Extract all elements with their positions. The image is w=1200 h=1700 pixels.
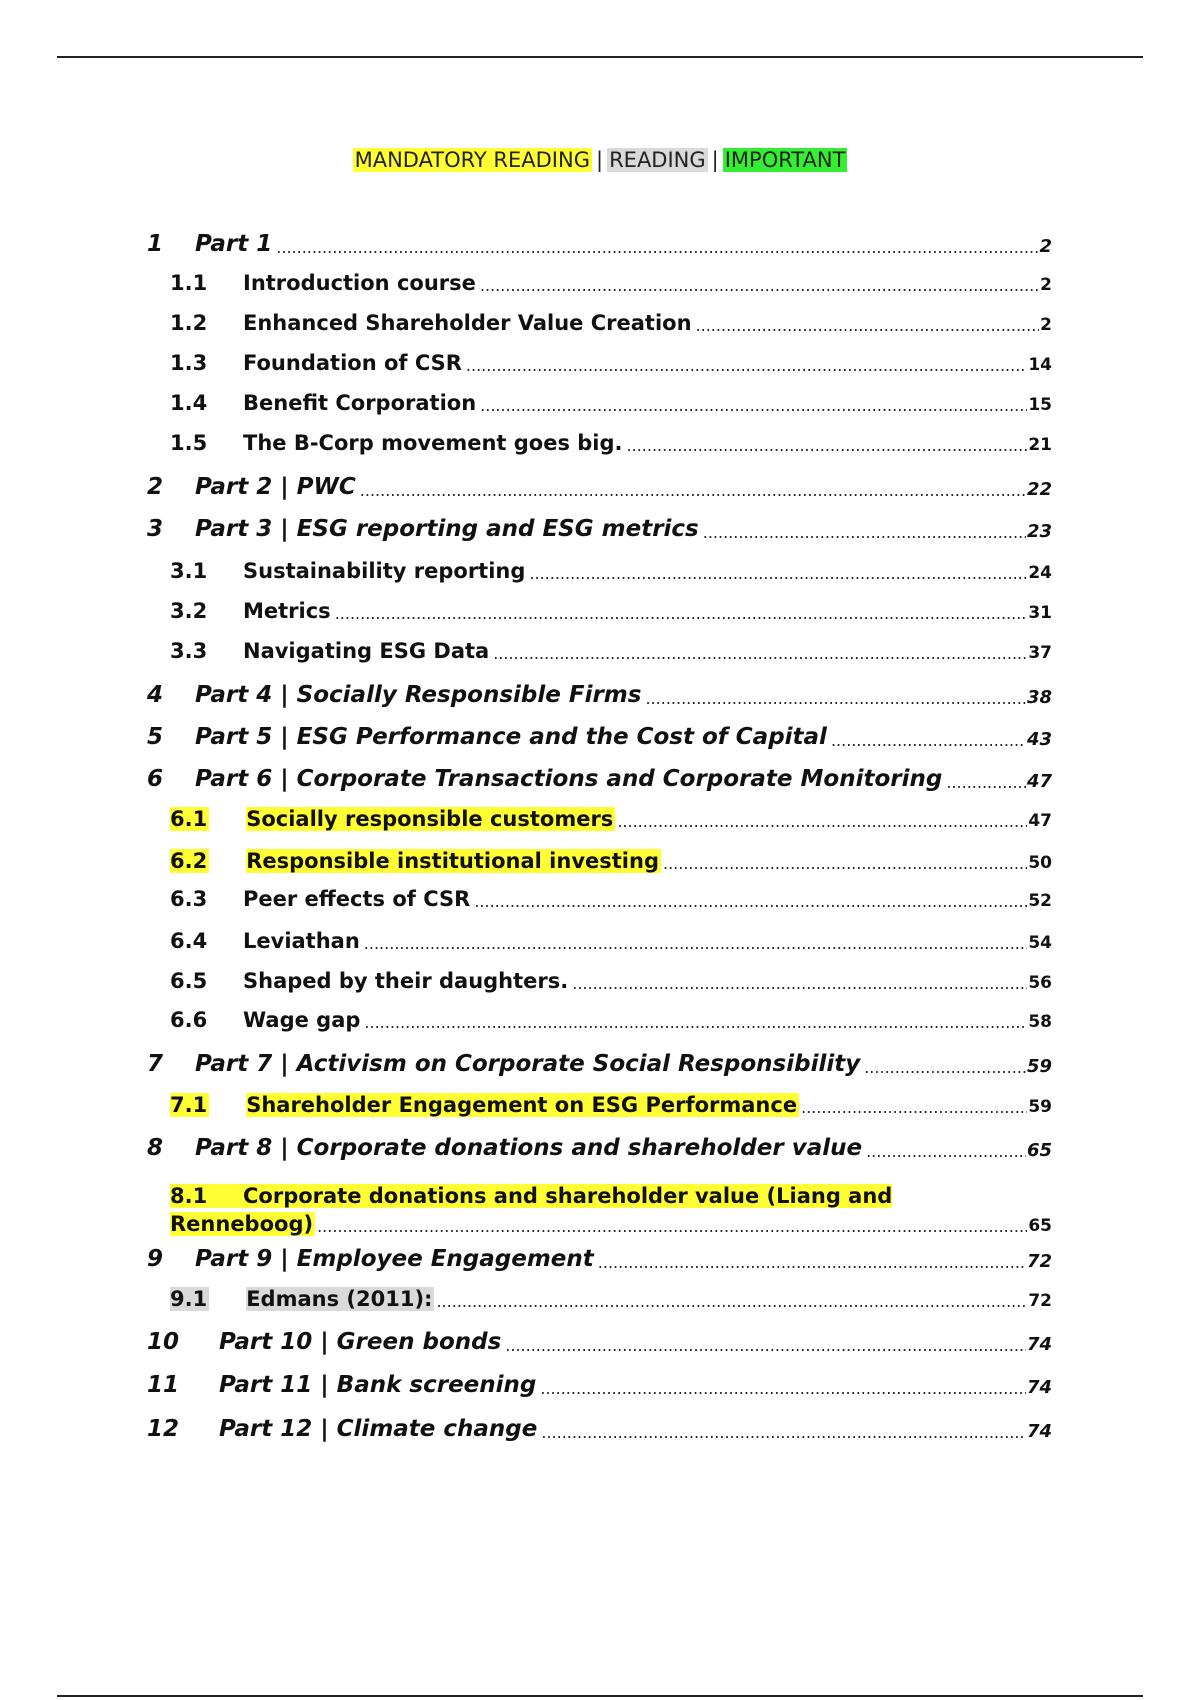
toc-wrapped-first-line <box>170 1184 892 1208</box>
toc-leader-dots <box>466 356 1027 375</box>
toc-number: 7 <box>147 1051 164 1077</box>
toc-page-number: 2 <box>1039 236 1052 257</box>
footer-rule <box>57 1695 1143 1697</box>
toc-title: Part 3 | ESG reporting and ESG metrics <box>195 516 699 542</box>
toc-title: Part 11 | Bank screening <box>219 1372 537 1398</box>
toc-title: Benefit Corporation <box>243 391 477 415</box>
toc-title: Introduction course <box>243 271 476 295</box>
toc-leader-dots <box>317 1217 1027 1236</box>
toc-leader-dots <box>946 773 1026 792</box>
toc-number: 6.3 <box>170 887 208 911</box>
toc-page-number: 54 <box>1028 933 1052 953</box>
toc-page-number: 43 <box>1026 729 1052 750</box>
toc-leader-dots <box>480 276 1039 295</box>
toc-number: 3.1 <box>170 559 208 583</box>
toc-title: Part 8 | Corporate donations and shareholder value <box>195 1135 863 1161</box>
toc-number: 4 <box>147 682 164 708</box>
toc-number: 1.5 <box>170 431 208 455</box>
toc-leader-dots <box>598 1253 1026 1272</box>
toc-leader-dots <box>505 1336 1026 1355</box>
toc-page-number: 22 <box>1026 479 1052 500</box>
toc-page-number: 38 <box>1026 687 1052 708</box>
toc-leader-dots <box>617 812 1027 831</box>
toc-leader-dots <box>864 1058 1026 1077</box>
toc-leader-dots <box>831 731 1026 750</box>
toc-page-number: 52 <box>1028 891 1052 911</box>
legend-separator: | <box>711 148 719 172</box>
toc-number: 1.3 <box>170 351 208 375</box>
toc-leader-dots <box>663 854 1027 873</box>
toc-title: Foundation of CSR <box>243 351 462 375</box>
toc-number: 1.2 <box>170 311 208 335</box>
toc-page-number: 72 <box>1026 1251 1052 1272</box>
toc-leader-dots <box>703 523 1026 542</box>
toc-leader-dots <box>364 1013 1027 1032</box>
toc-number: 3 <box>147 516 164 542</box>
toc-title: Leviathan <box>243 929 360 953</box>
toc-leader-dots <box>335 604 1028 623</box>
toc-page-number: 50 <box>1028 853 1052 873</box>
toc-page-number: 23 <box>1026 521 1052 542</box>
toc-number: 6.2 <box>170 849 208 873</box>
toc-page-number: 2 <box>1040 315 1052 335</box>
legend-reading: READING <box>609 148 706 172</box>
toc-number: 6.1 <box>170 807 208 831</box>
toc-leader-dots <box>364 934 1028 953</box>
toc-number: 3.2 <box>170 599 208 623</box>
toc-number: 6.4 <box>170 929 208 953</box>
toc-number: 8 <box>147 1135 164 1161</box>
toc-page-number: 58 <box>1028 1012 1052 1032</box>
toc-leader-dots <box>540 1379 1026 1398</box>
toc-leader-dots <box>866 1142 1026 1161</box>
toc-title: Navigating ESG Data <box>243 639 490 663</box>
toc-page-number: 59 <box>1026 1056 1052 1077</box>
toc-page-number: 37 <box>1028 643 1052 663</box>
toc-number: 11 <box>147 1372 180 1398</box>
toc-leader-dots <box>801 1098 1027 1117</box>
toc-leader-dots <box>645 689 1025 708</box>
toc-page-number: 24 <box>1028 563 1052 583</box>
toc-title: Part 10 | Green bonds <box>219 1329 502 1355</box>
toc-title: Shareholder Engagement on ESG Performance <box>246 1093 798 1117</box>
toc-title: Wage gap <box>243 1008 361 1032</box>
toc-page-number: 2 <box>1040 275 1052 295</box>
toc-page-number: 31 <box>1028 603 1052 623</box>
toc-number: 8.1 <box>170 1184 243 1208</box>
toc-leader-dots <box>493 644 1027 663</box>
toc-title: Edmans (2011): <box>246 1287 433 1311</box>
toc-leader-dots <box>572 974 1027 993</box>
toc-number: 6.6 <box>170 1008 208 1032</box>
toc-leader-dots <box>474 892 1027 911</box>
toc-page-number: 59 <box>1028 1097 1052 1117</box>
toc-title: Corporate donations and shareholder value (Liang and <box>243 1184 893 1208</box>
toc-title: Peer effects of CSR <box>243 887 471 911</box>
toc-number: 6 <box>147 766 164 792</box>
toc-title: Metrics <box>243 599 331 623</box>
toc-leader-dots <box>436 1292 1027 1311</box>
toc-page-number: 47 <box>1028 811 1052 831</box>
toc-title-continued: Renneboog) <box>170 1212 314 1236</box>
toc-title: Enhanced Shareholder Value Creation <box>243 311 692 335</box>
toc-leader-dots <box>696 316 1040 335</box>
toc-title: Responsible institutional investing <box>246 849 659 873</box>
toc-page-number: 21 <box>1028 435 1052 455</box>
toc-number: 2 <box>147 474 164 500</box>
toc-number: 9 <box>147 1246 164 1272</box>
toc-number: 6.5 <box>170 969 208 993</box>
toc-number: 5 <box>147 724 164 750</box>
toc-title: Sustainability reporting <box>243 559 526 583</box>
toc-page-number: 72 <box>1028 1291 1052 1311</box>
legend-mandatory: MANDATORY READING <box>354 148 590 172</box>
toc-title: Part 6 | Corporate Transactions and Corporate Monitoring <box>195 766 943 792</box>
toc-page-number: 56 <box>1028 973 1052 993</box>
toc-title: Shaped by their daughters. <box>243 969 569 993</box>
toc-number: 1.4 <box>170 391 208 415</box>
toc-title: The B-Corp movement goes big. <box>243 431 623 455</box>
toc-leader-dots <box>627 436 1028 455</box>
toc-page-number: 47 <box>1026 771 1052 792</box>
toc-page-number: 65 <box>1028 1216 1052 1236</box>
header-rule <box>57 56 1143 58</box>
toc-number: 1.1 <box>170 271 208 295</box>
toc-leader-dots <box>541 1423 1026 1442</box>
toc-page-number: 65 <box>1026 1140 1052 1161</box>
toc-title: Part 12 | Climate change <box>219 1416 538 1442</box>
toc-page-number: 14 <box>1028 355 1052 375</box>
toc-title: Part 7 | Activism on Corporate Social Responsibility <box>195 1051 861 1077</box>
toc-number: 1 <box>147 231 164 257</box>
toc-title: Part 9 | Employee Engagement <box>195 1246 594 1272</box>
toc-leader-dots <box>529 564 1027 583</box>
toc-title: Part 4 | Socially Responsible Firms <box>195 682 642 708</box>
legend-important: IMPORTANT <box>724 148 846 172</box>
toc-title: Part 1 <box>195 231 273 257</box>
toc-title: Part 2 | PWC <box>195 474 356 500</box>
toc-number: 12 <box>147 1416 180 1442</box>
toc-leader-dots <box>360 481 1026 500</box>
toc-number: 3.3 <box>170 639 208 663</box>
legend-separator: | <box>596 148 604 172</box>
toc-title: Part 5 | ESG Performance and the Cost of Capital <box>195 724 827 750</box>
toc-title: Socially responsible customers <box>246 807 614 831</box>
toc-number: 10 <box>147 1329 180 1355</box>
toc-page-number: 74 <box>1026 1421 1052 1442</box>
highlight-legend <box>0 146 1200 174</box>
toc-number: 7.1 <box>170 1093 208 1117</box>
toc-page-number: 74 <box>1026 1377 1052 1398</box>
toc-page-number: 15 <box>1028 395 1052 415</box>
toc-leader-dots <box>276 238 1038 257</box>
toc-number: 9.1 <box>170 1287 208 1311</box>
toc-page-number: 74 <box>1026 1334 1052 1355</box>
toc-leader-dots <box>480 396 1027 415</box>
